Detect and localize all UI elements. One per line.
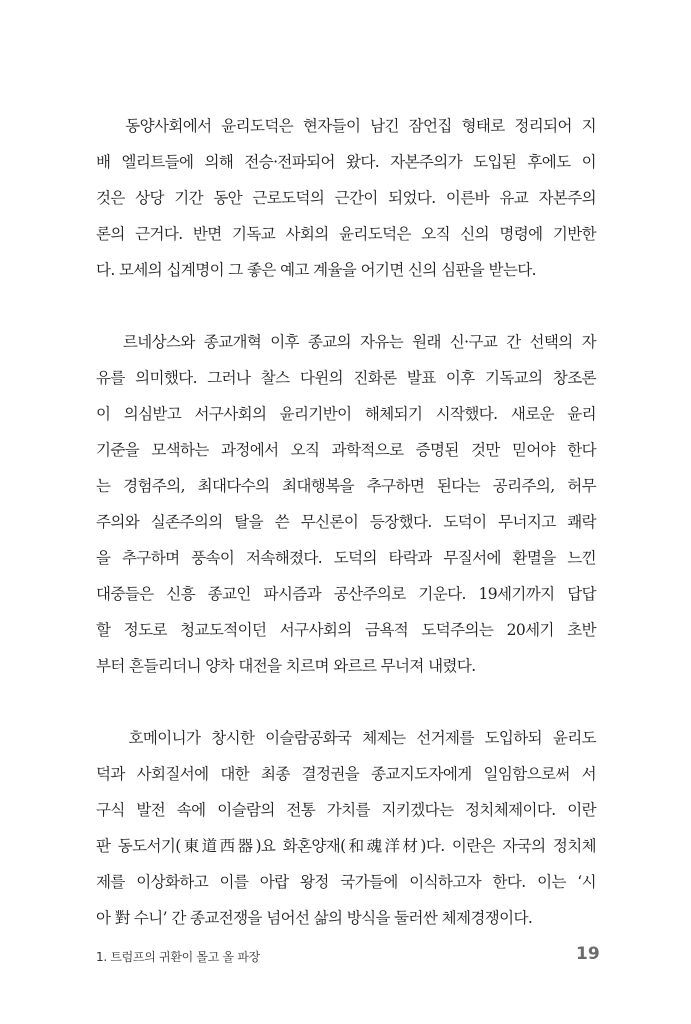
text-line: 배 엘리트들에 의해 전승·전파되어 왔다. 자본주의가 도입된 후에도 이 xyxy=(96,153,596,171)
text-line: 이 의심받고 서구사회의 윤리기반이 해체되기 시작했다. 새로운 윤리 xyxy=(96,405,596,423)
paragraph-3 xyxy=(96,720,596,936)
paragraph-2 xyxy=(96,324,596,684)
page-number: 19 xyxy=(576,944,600,964)
text-line: 기준을 모색하는 과정에서 오직 과학적으로 증명된 것만 믿어야 한다 xyxy=(96,441,596,459)
text-line: 대중들은 신흥 종교인 파시즘과 공산주의로 기운다. 19세기까지 답답 xyxy=(96,585,596,603)
text-line: 덕과 사회질서에 대한 최종 결정권을 종교지도자에게 일임함으로써 서 xyxy=(96,765,596,783)
text-line: 다. 모세의 십계명이 그 좋은 예고 계율을 어기면 신의 심판을 받는다. xyxy=(96,261,536,279)
text-line: 는 경험주의, 최대다수의 최대행복을 추구하면 된다는 공리주의, 허무 xyxy=(96,477,596,495)
text-line: 론의 근거다. 반면 기독교 사회의 윤리도덕은 오직 신의 명령에 기반한 xyxy=(96,225,596,243)
text-line: 할 정도로 청교도적이던 서구사회의 금욕적 도덕주의는 20세기 초반 xyxy=(96,621,596,639)
text-line: 아 對 수니’ 간 종교전쟁을 넘어선 삶의 방식을 둘러싼 체제경쟁이다. xyxy=(96,909,533,927)
text-line: 유를 의미했다. 그러나 찰스 다윈의 진화론 발표 이후 기독교의 창조론 xyxy=(96,369,596,387)
text-line: 주의와 실존주의의 탈을 쓴 무신론이 등장했다. 도덕이 무너지고 쾌락 xyxy=(96,513,596,531)
text-line: 구식 발전 속에 이슬람의 전통 가치를 지키겠다는 정치체제이다. 이란 xyxy=(96,801,596,819)
text-line: 을 추구하며 풍속이 저속해졌다. 도덕의 타락과 무질서에 환멸을 느낀 xyxy=(96,549,596,567)
text-line: 제를 이상화하고 이를 아랍 왕정 국가들에 이식하고자 한다. 이는 ‘시 xyxy=(96,873,596,891)
text-line: 것은 상당 기간 동안 근로도덕의 근간이 되었다. 이른바 유교 자본주의 xyxy=(96,189,596,207)
paragraph-1 xyxy=(96,108,596,288)
text-line: 동양사회에서 윤리도덕은 현자들이 남긴 잠언집 형태로 정리되어 지 xyxy=(96,117,596,135)
text-line: 르네상스와 종교개혁 이후 종교의 자유는 원래 신·구교 간 선택의 자 xyxy=(96,333,596,351)
running-head: 1. 트럼프의 귀환이 몰고 올 파장 xyxy=(96,950,260,964)
text-line: 부터 흔들리더니 양차 대전을 치르며 와르르 무너져 내렸다. xyxy=(96,657,476,675)
text-line: 호메이니가 창시한 이슬람공화국 체제는 선거제를 도입하되 윤리도 xyxy=(96,729,596,747)
body-text xyxy=(96,108,596,972)
text-line: 판 동도서기(東道西器)요 화혼양재(和魂洋材)다. 이란은 자국의 정치체 xyxy=(96,837,596,855)
page-footer xyxy=(0,944,691,968)
